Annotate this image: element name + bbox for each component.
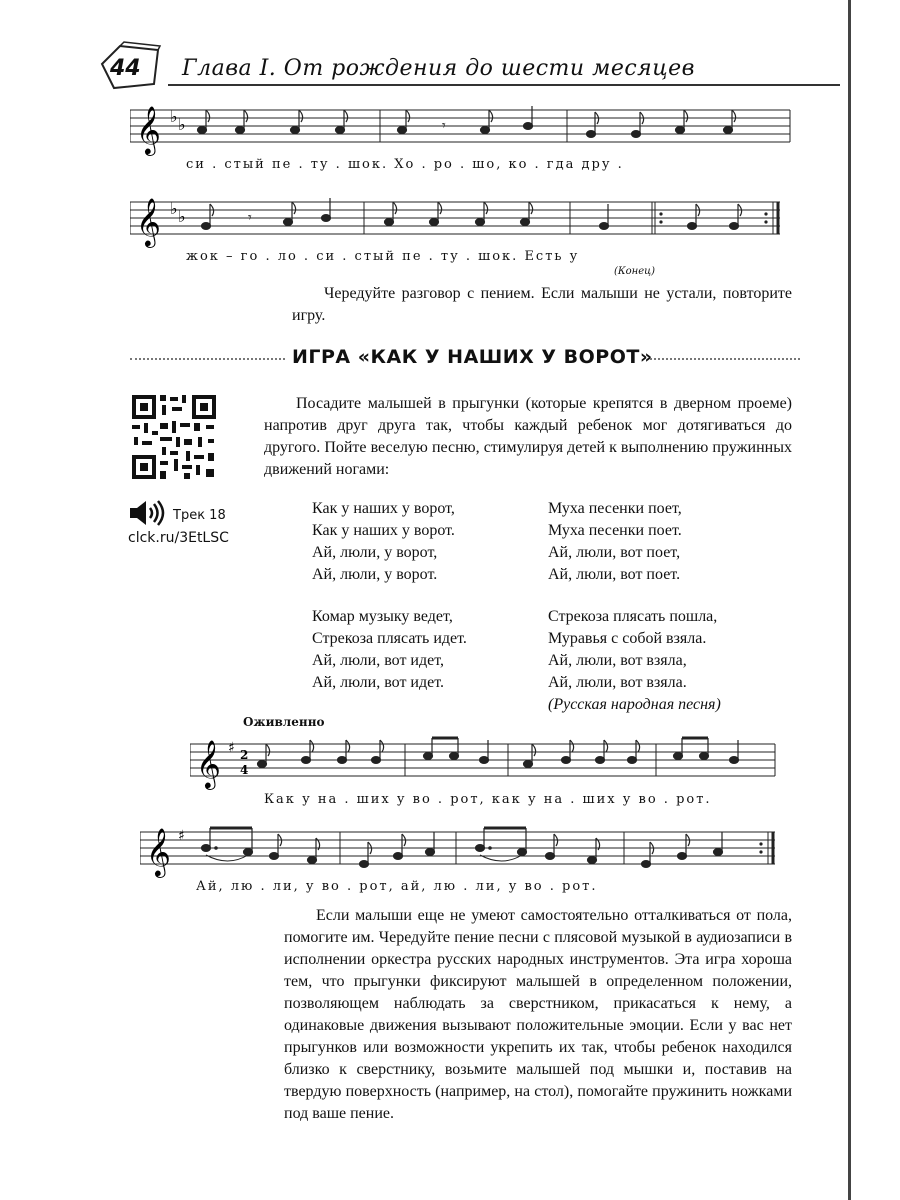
closing-paragraph: Если малыши еще не умеют самостоятельно отталкиваться от пола, помогите им. Чередуйте пение песни с плясовой музыкой в аудиозаписи в исполнении оркестра русских народных инструментов. Эта игра хороша тем, что прыгунки фиксируют малышей в определенном положении, позволяющем наблюдать за сверстником, прикасаться к нему, а одинаковые движения вызывают положительные эмоции. Если у вас нет прыгунков или возможности укрепить их так, чтобы ребенок находился близко к сверстнику, возьмите малышей под мышки и, поставив на твердую поверхность (например, на стол), помогайте пружинить ножками под ваше пение. — [284, 907, 792, 1122]
divider — [650, 358, 800, 360]
verse-line: Комар музыку ведет, — [312, 608, 453, 625]
verse-line: Как у наших у ворот. — [312, 522, 455, 539]
verse-line: Муха песенки поет, — [548, 500, 682, 517]
svg-text:𝄾: 𝄾 — [442, 118, 446, 134]
svg-text:♭: ♭ — [170, 107, 178, 126]
verse-line: Муха песенки поет. — [548, 522, 682, 539]
tempo-marking: Оживленно — [243, 715, 325, 729]
svg-text:♭: ♭ — [178, 115, 186, 134]
verse-line: Ай, люли, вот поет. — [548, 566, 681, 583]
verse-line: Стрекоза плясать пошла, — [548, 608, 718, 625]
verse-2 — [548, 498, 682, 586]
game-paragraph: Посадите малышей в прыгунки (которые крепятся в дверном проеме) напротив друг друга так, чтобы каждый ребенок мог дотягиваться до другого. Пойте веселую песню, стимулируя детей к выполнению пружинных движений ногами: — [264, 395, 792, 478]
svg-text:♯: ♯ — [228, 740, 235, 756]
score1-line1-lyrics: си . стый пе . ту . шок. Хо . ро . шо, ко . гда дру . — [186, 157, 624, 172]
svg-text:𝄾: 𝄾 — [248, 210, 252, 226]
svg-text:♭: ♭ — [170, 199, 178, 218]
song-source: (Русская народная песня) — [548, 696, 721, 713]
verse-line: Ай, люли, у ворот. — [312, 566, 438, 583]
track-label: Трек 18 — [173, 508, 226, 523]
section-title: ИГРА «КАК У НАШИХ У ВОРОТ» — [286, 346, 659, 368]
chapter-title: Глава I. От рождения до шести месяцев — [182, 56, 695, 81]
header-rule — [168, 84, 840, 86]
svg-text:4: 4 — [240, 763, 249, 777]
verse-4 — [548, 606, 721, 716]
intro-paragraph: Чередуйте разговор с пением. Если малыши не устали, повторите игру. — [292, 285, 792, 324]
treble-clef: 𝄞 — [136, 105, 161, 154]
treble-clef: 𝄞 — [196, 739, 221, 788]
music-staff — [140, 822, 780, 878]
verse-1 — [312, 498, 455, 586]
score1-line2-lyrics: жок – го . ло . си . стый пе . ту . шок. Есть у — [186, 249, 580, 264]
verse-line: Муравья с собой взяла. — [548, 630, 707, 647]
qr-code[interactable] — [130, 393, 218, 481]
verse-3 — [312, 606, 467, 694]
page-edge-rule — [848, 0, 851, 1200]
verse-line: Ай, люли, у ворот, — [312, 544, 438, 561]
verse-line: Стрекоза плясать идет. — [312, 630, 467, 647]
verse-line: Ай, люли, вот взяла, — [548, 652, 687, 669]
music-staff — [190, 734, 780, 790]
music-staff — [130, 100, 792, 156]
verse-line: Ай, люли, вот идет, — [312, 652, 445, 669]
verse-line: Ай, люли, вот идет. — [312, 674, 445, 691]
section-title-row — [130, 346, 800, 372]
treble-clef: 𝄞 — [146, 827, 171, 876]
verse-line: Ай, люли, вот поет, — [548, 544, 681, 561]
svg-text:♭: ♭ — [178, 207, 186, 226]
svg-text:2: 2 — [240, 748, 249, 762]
speaker-icon — [128, 500, 168, 526]
page-number: 44 — [110, 56, 141, 81]
audio-link[interactable]: clck.ru/3EtLSC — [128, 530, 229, 546]
music-staff — [130, 192, 792, 248]
divider — [130, 358, 285, 360]
verse-line: Как у наших у ворот, — [312, 500, 455, 517]
end-marker: (Конец) — [614, 266, 656, 277]
score2-line2-lyrics: Ай, лю . ли, у во . рот, ай, лю . ли, у во . рот. — [196, 879, 598, 894]
treble-clef: 𝄞 — [136, 197, 161, 246]
verse-line: Ай, люли, вот взяла. — [548, 674, 687, 691]
score2-line1-lyrics: Как у на . ших у во . рот, как у на . ших у во . рот. — [264, 792, 712, 807]
svg-text:♯: ♯ — [178, 828, 185, 844]
